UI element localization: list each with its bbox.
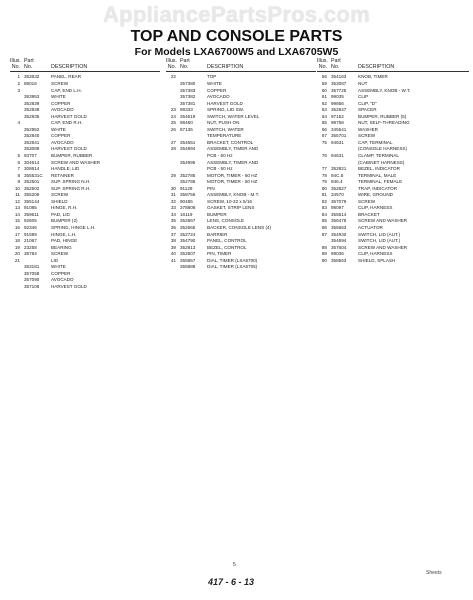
part-description: COPPER (51, 270, 71, 276)
part-number: 87135 (180, 126, 193, 132)
illus-number: 90 (321, 257, 327, 263)
part-number: 97152 (331, 113, 344, 119)
illus-number: 37 (170, 231, 176, 237)
part-number: 357383 (180, 87, 196, 93)
part-number: 352839 (24, 100, 40, 106)
part-number: 92605 (24, 218, 37, 224)
document-code: 417 - 6 - 13 (208, 577, 255, 587)
illus-number: 64 (321, 113, 327, 119)
illus-number: 38 (170, 238, 176, 244)
part-number: 352821 (331, 166, 347, 172)
part-description: WHITE (51, 94, 66, 100)
illus-number: 19 (14, 244, 20, 250)
part-description: PANEL, CONTROL (207, 238, 247, 244)
part-description: ASSEMBLY, KNOB - W.T. (358, 87, 411, 93)
part-number: 35784 (24, 251, 37, 257)
illus-number: 10 (14, 185, 20, 191)
illus-number: 82 (321, 198, 327, 204)
part-description: MOTOR, TIMER - 50 HZ (207, 179, 258, 185)
illus-number: 18 (14, 238, 20, 244)
part-number: 355209 (24, 192, 40, 198)
illus-number: 80 (321, 185, 327, 191)
illus-number (166, 264, 178, 271)
part-description: TERMINAL, MALE (358, 172, 397, 178)
parts-column-3 (317, 58, 469, 264)
part-description: HANDLE, LID (51, 166, 80, 172)
part-description: BEZEL, INDICATOR (358, 166, 400, 172)
part-number: 352838 (24, 107, 40, 113)
part-description: (CONSOLE HARNESS) (358, 146, 408, 152)
part-number: 353632 (24, 74, 40, 80)
part-description: SWITCH, LID (AUT.) (358, 231, 401, 237)
illus-number: 9 (17, 179, 20, 185)
part-number: 355701 (331, 133, 347, 139)
header-partno: No. (24, 64, 33, 71)
parts-list (317, 74, 469, 264)
part-description: KNOB, TIMER (358, 74, 388, 80)
page-title: TOP AND CONSOLE PARTS (130, 28, 343, 45)
part-description: WHITE (51, 126, 66, 132)
illus-number: 59 (321, 80, 327, 86)
part-description: SCREW AND WASHER (358, 218, 408, 224)
part-number: 98758 (331, 120, 344, 126)
part-number: 94631 (331, 152, 344, 158)
header-illus: Illus. (10, 58, 21, 64)
illus-number: 14 (14, 211, 20, 217)
part-number: 352665 (180, 224, 196, 230)
part-number: 345541 (331, 126, 347, 132)
part-number: 93707 (24, 152, 37, 158)
part-description: CAP, END L.H. (51, 87, 82, 93)
illus-number: 78 (321, 172, 327, 178)
part-description: BARRIER (207, 231, 228, 237)
illus-number: 5 (17, 152, 20, 158)
parts-row (317, 258, 469, 265)
part-description: SCREW (358, 133, 376, 139)
part-description: BRACKET, CONTROL (207, 139, 254, 145)
part-number: 355144 (24, 198, 40, 204)
illus-number: 2 (17, 80, 20, 86)
watermark-logo: AppliancePartsPros.com (102, 2, 371, 27)
part-number: 354790 (180, 238, 196, 244)
part-description: NUT (358, 80, 368, 86)
part-number: 352785 (180, 172, 196, 178)
illus-number: 84 (321, 211, 327, 217)
header-illus: Illus. (166, 58, 177, 64)
part-description: SWITCH, WATER LEVEL (207, 113, 260, 119)
part-description: WHITE (51, 264, 66, 270)
part-description: SPACER (358, 107, 377, 113)
part-description: DIAL, TIMER (LXA6700) (207, 257, 258, 263)
header-part: Part (24, 58, 34, 64)
part-description: PCB - 50 Hz (207, 166, 233, 172)
part-number: 357380 (180, 80, 196, 86)
part-description: CLIP (358, 94, 369, 100)
illus-number: 8 (17, 172, 20, 178)
part-number: 352807 (180, 251, 196, 257)
part-number: 23258 (24, 244, 37, 250)
illus-number: 85 (321, 218, 327, 224)
illus-number: 61 (321, 94, 327, 100)
illus-number: 29 (170, 172, 176, 178)
illus-number: 11 (15, 192, 20, 198)
illus-number: 32 (170, 198, 176, 204)
part-description: PAD, HINGE (51, 238, 78, 244)
part-description: ASSEMBLY, KNOB - M.T. (207, 192, 260, 198)
part-description: HINGE, L.H. (51, 231, 77, 237)
part-number: 354994 (180, 146, 196, 152)
part-description: SCREW (51, 192, 69, 198)
part-number: 352502 (24, 185, 40, 191)
part-number: 355888 (180, 264, 196, 270)
part-description: TOP (207, 74, 217, 80)
part-description: NUT, SELF-THREADING (358, 120, 410, 126)
parts-column-2 (166, 58, 316, 271)
part-description: HARVEST GOLD (51, 113, 87, 119)
part-description: LENS, CONSOLE (207, 218, 245, 224)
part-number: 91129 (180, 185, 193, 191)
part-number: 94631 (331, 139, 344, 145)
part-number: 352835 (24, 113, 40, 119)
column-header-bottom (10, 64, 160, 72)
header-no: No. (318, 64, 327, 71)
part-description: SPRING, LID SW. (207, 107, 245, 113)
part-description: CLIP, HARNESS (358, 251, 393, 257)
illus-number: 56 (321, 74, 327, 80)
parts-list (10, 74, 160, 290)
illus-number: 15 (14, 218, 20, 224)
part-number: 308614 (24, 166, 40, 172)
part-description: SWITCH, WATER (207, 126, 244, 132)
part-number: 99333 (180, 107, 193, 113)
part-number: 354651 (180, 139, 196, 145)
part-number: 357079 (331, 198, 347, 204)
part-description: CLIP, "D" (358, 100, 377, 106)
illus-number: 7 (17, 166, 20, 172)
header-description: DESCRIPTION (207, 64, 244, 71)
illus-number: 35 (170, 218, 176, 224)
page-number: 5 (233, 562, 236, 568)
illus-number: 83 (321, 205, 327, 211)
part-description: SCREW AND WASHER (358, 244, 408, 250)
part-description: (CABINET HARNESS) (358, 159, 405, 165)
part-description: BEARING (51, 244, 72, 250)
part-number: 358563 (331, 257, 347, 263)
part-number: 352827 (331, 185, 347, 191)
header-illus: Illus. (317, 58, 328, 64)
part-number: 352813 (180, 244, 196, 250)
illus-number: 86 (321, 224, 327, 230)
header-no: No. (11, 64, 20, 71)
part-number: 98460 (180, 120, 193, 126)
part-description: PIN, TIMER (207, 251, 232, 257)
part-description: HINGE, R.H. (51, 205, 78, 211)
part-number: 357090 (24, 277, 40, 283)
part-description: AVOCADO (51, 139, 74, 145)
header-description: DESCRIPTION (51, 64, 88, 71)
part-description: PAD, LID (51, 211, 70, 217)
part-description: GASKET, STRIP LENS (207, 205, 255, 211)
illus-number: 21 (14, 257, 20, 263)
illus-number: 36 (170, 224, 176, 230)
part-number: 352847 (331, 107, 347, 113)
part-number: 354930 (331, 231, 347, 237)
part-description: CAP, END R.H. (51, 120, 83, 126)
part-description: PCB - 60 Hz (207, 152, 233, 158)
part-number: 21067 (24, 238, 37, 244)
part-number: 359611 (24, 211, 39, 217)
illus-number: 88 (321, 244, 327, 250)
part-description: SHIELD, SPLASH (358, 257, 396, 263)
part-description: SHIELD (51, 198, 68, 204)
part-number: 354163 (331, 74, 347, 80)
part-number: 99856 (331, 100, 344, 106)
part-description: AVOCADO (51, 277, 74, 283)
illus-number: 16 (14, 224, 20, 230)
part-description: BUMPER (207, 211, 227, 217)
part-description: SCREW (358, 198, 376, 204)
part-description: DIAL, TIMER (LXA6705) (207, 264, 258, 270)
part-description: PIN (207, 185, 215, 191)
illus-number: 81 (321, 192, 327, 198)
part-number: 304614 (24, 159, 40, 165)
part-number: 353181 (24, 264, 40, 270)
part-number: 378806 (180, 205, 196, 211)
part-number: 352724 (180, 231, 196, 237)
part-number: 352840 (24, 133, 40, 139)
part-description: CLIP, HARNESS (358, 205, 393, 211)
part-description: SWITCH, LID (AUT.) (358, 238, 401, 244)
part-number: 355663 (331, 224, 347, 230)
part-description: WHITE (207, 80, 222, 86)
part-description: BACKER, CONSOLE LENS (4) (207, 224, 272, 230)
part-number: 354619 (180, 113, 196, 119)
part-description: WASHER (358, 126, 378, 132)
illus-number: 87 (321, 231, 327, 237)
part-description: COPPER (51, 100, 71, 106)
part-description: PANEL, REAR (51, 74, 82, 80)
illus-number: 13 (14, 205, 20, 211)
illus-number: 33 (170, 205, 176, 211)
part-number: 353089 (24, 146, 40, 152)
illus-number: 4 (17, 120, 20, 126)
illus-number: 65 (321, 120, 327, 126)
illus-number: 25 (170, 120, 176, 126)
illus-number: 79 (321, 179, 327, 185)
part-number: 352952 (24, 126, 40, 132)
illus-number: 30 (170, 185, 176, 191)
part-description: HARVEST GOLD (207, 100, 243, 106)
part-number: 34570 (331, 192, 344, 198)
part-number: 354694 (331, 238, 347, 244)
illus-number: 63 (321, 107, 327, 113)
illus-number: 23 (170, 107, 176, 113)
part-number: 946.4 (331, 179, 343, 185)
part-number: 353953 (24, 94, 40, 100)
parts-row (166, 264, 316, 271)
part-description: SUP. SPRING N.H. (51, 179, 91, 185)
illus-number: 76 (321, 152, 327, 158)
illus-number: 67 (321, 133, 327, 139)
part-description: HARVEST GOLD (51, 146, 87, 152)
part-description: COPPER (51, 133, 71, 139)
part-description: BUMPER, RUBBER (51, 152, 93, 158)
part-number: 99036 (331, 251, 344, 257)
part-number: 90485 (180, 198, 193, 204)
parts-column-1 (10, 58, 160, 290)
part-number: 94C.5 (331, 172, 344, 178)
illus-number: 26 (170, 126, 176, 132)
part-number: 357604 (331, 244, 347, 250)
part-description: LID (51, 257, 59, 263)
part-number: 358756 (180, 192, 196, 198)
part-description: SCREW AND WASHER (51, 159, 101, 165)
part-number: 357106 (24, 283, 40, 289)
page-subtitle: For Models LXA6700W5 and LXA6705W5 (134, 46, 339, 58)
part-number: 352786 (180, 179, 196, 185)
illus-number: 17 (14, 231, 20, 237)
illus-number: 62 (321, 100, 327, 106)
part-description: SUP. SPRING R.H. (51, 185, 91, 191)
part-description: TEMPERATURE (207, 133, 242, 139)
part-description: SCREW (51, 251, 69, 257)
part-description: TRAP, INDICATOR (358, 185, 398, 191)
part-description: CLAMP, TERMINAL (358, 152, 399, 158)
illus-number: 22 (170, 74, 176, 80)
illus-number: 24 (170, 113, 176, 119)
illus-number: 34 (170, 211, 176, 217)
parts-row (10, 284, 160, 291)
illus-number: 89 (321, 251, 327, 257)
part-description: AVOCADO (207, 94, 230, 100)
part-number: 99035 (331, 94, 344, 100)
part-description: BUMPER (2) (51, 218, 78, 224)
part-description: TERMINAL, FEMALE (358, 179, 403, 185)
part-number: 352667 (180, 218, 196, 224)
part-description: CAP, TERMINAL (358, 139, 393, 145)
header-part: Part (180, 58, 190, 64)
part-description: MOTOR, TIMER - 60 HZ (207, 172, 258, 178)
part-number: 354995 (180, 159, 196, 165)
part-description: SPRING, HINGE L.H. (51, 224, 96, 230)
part-description: COPPER (207, 87, 227, 93)
part-description: AVOCADO (51, 107, 74, 113)
illus-number: 12 (14, 198, 20, 204)
sheet-stamp: Sheets (426, 570, 442, 576)
illus-number: 1 (17, 74, 20, 80)
part-number: 16119 (180, 211, 193, 217)
part-number: 352841 (24, 139, 40, 145)
illus-number: 75 (321, 139, 327, 145)
illus-number: 41 (170, 257, 176, 263)
header-part: Part (331, 58, 341, 64)
part-number: 91085 (24, 205, 37, 211)
part-number: 91599 (24, 231, 37, 237)
part-number: 355514 (331, 211, 347, 217)
header-partno: No. (180, 64, 189, 71)
part-description: ASSEMBLY, TIMER AND (207, 159, 259, 165)
illus-number: 39 (170, 244, 176, 250)
illus-number: 77 (321, 166, 327, 172)
part-number: 88016 (24, 80, 37, 86)
part-description: HARVEST GOLD (51, 283, 87, 289)
part-number: 357381 (180, 100, 196, 106)
part-number: 353087 (331, 80, 347, 86)
part-number: 357382 (180, 94, 196, 100)
column-header-bottom (166, 64, 316, 72)
illus-number: 28 (170, 146, 176, 152)
part-description: BUMPER, RUBBER (5) (358, 113, 407, 119)
illus-number: 6 (17, 159, 20, 165)
column-header-bottom (317, 64, 469, 72)
part-description: SCREW, 10-32 x 5/16 (207, 198, 252, 204)
part-description: BEZEL, CONTROL (207, 244, 247, 250)
illus-number: 66 (321, 126, 327, 132)
part-number: 357725 (331, 87, 347, 93)
part-number: 355531C (24, 172, 43, 178)
parts-list (166, 74, 316, 270)
part-description: ASSEMBLY, TIMER AND (207, 146, 259, 152)
header-description: DESCRIPTION (358, 64, 395, 71)
part-description: BRACKET (358, 211, 380, 217)
part-number: 355857 (180, 257, 196, 263)
part-description: WIRE, GROUND (358, 192, 393, 198)
header-partno: No. (331, 64, 340, 71)
part-description: ACTUATOR (358, 224, 383, 230)
illus-number: 60 (321, 87, 327, 93)
illus-number: 27 (170, 139, 176, 145)
part-description: NUT, PUSH ON (207, 120, 240, 126)
illus-number: 31 (170, 192, 176, 198)
part-description: SCREW (51, 80, 69, 86)
part-number: 352501 (24, 179, 40, 185)
part-description: RETAINER (51, 172, 74, 178)
header-no: No. (167, 64, 176, 71)
illus-number: 20 (14, 251, 20, 257)
part-number: 98097 (331, 205, 344, 211)
illus-number (10, 284, 22, 291)
part-number: 356475 (331, 218, 347, 224)
illus-number: 40 (170, 251, 176, 257)
part-number: 357058 (24, 270, 40, 276)
part-number: 92346 (24, 224, 37, 230)
illus-number: 3 (17, 87, 20, 93)
